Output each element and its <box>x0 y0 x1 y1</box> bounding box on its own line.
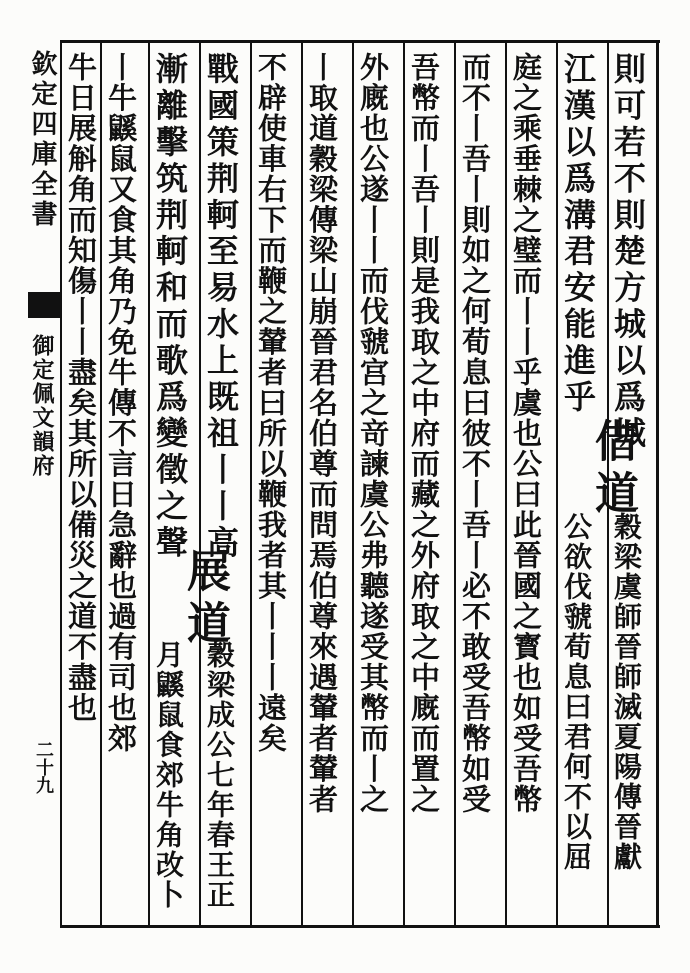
frame-bottom-rule <box>60 925 660 928</box>
text-column-10: 漸離擊筑荆軻和而歌爲變徵之聲 <box>151 52 189 562</box>
column-rule-9 <box>199 40 201 928</box>
text-column-5: 吾幣而丨吾丨則是我取之中府而藏之外府取之中廐而置之 <box>407 52 441 815</box>
text-column-3: 庭之乘垂棘之璧而丨丨乎虞也公曰此晉國之寳也如受吾幣 <box>509 52 543 815</box>
column-rule-4 <box>454 40 456 928</box>
column-rule-8 <box>250 40 252 928</box>
subentry-jie-dao-note: 穀梁虞師晉師滅夏陽傳晉獻 <box>610 512 643 872</box>
fish-tail-mark <box>28 292 60 318</box>
column-rule-2 <box>556 40 558 928</box>
text-column-7: 丨取道穀梁傳梁山崩晉君名伯尊而問焉伯尊來遇輦者輦者 <box>305 52 339 815</box>
text-column-9: 戰國策荆軻至易水上既祖丨丨高 <box>202 52 240 562</box>
text-column-4: 而不丨吾丨則如之何荀息曰彼不丨吾丨必不敢受吾幣如受 <box>458 52 492 815</box>
frame-right-rule <box>656 40 659 928</box>
column-rule-3 <box>505 40 507 928</box>
text-column-12: 牛日展斛角而知傷丨丨盡矣其所以備災之道不盡也 <box>64 52 98 723</box>
text-column-11: 丨牛鼷鼠又食其角乃免牛傳不言日急辭也過有司也郊 <box>104 52 138 754</box>
column-rule-5 <box>403 40 405 928</box>
column-rule-11 <box>100 40 102 928</box>
subentry-jie-dao-note2: 公欲伐虢荀息曰君何不以屈 <box>560 512 593 872</box>
text-column-6: 外廐也公遂丨丨而伐虢宫之竒諫虞公弗聽遂受其幣而丨之 <box>356 52 390 815</box>
section-title: 御定佩文韻府 <box>29 334 55 478</box>
text-column-2: 江漢以爲溝君安能進乎 <box>559 52 597 416</box>
headword-zhan-dao: 展道 <box>179 548 230 652</box>
column-rule-6 <box>352 40 354 928</box>
frame-left-rule <box>60 40 62 928</box>
subentry-zhan-dao-note: 穀梁成公七年春王正 <box>203 640 236 910</box>
column-rule-7 <box>301 40 303 928</box>
text-column-8: 不辟使車右下而鞭之輦者曰所以鞭我者其丨丨丨遠矣 <box>254 52 288 754</box>
frame-top-rule <box>60 40 660 43</box>
book-title: 欽定四庫全書 <box>27 50 57 230</box>
column-rule-10 <box>148 40 150 928</box>
text-column-1: 則可若不則楚方城以爲城 <box>609 52 647 453</box>
subentry-zhan-dao-note2: 月鼷鼠食郊牛角改卜 <box>152 640 185 910</box>
headword-jie-dao: 借道 <box>587 418 638 522</box>
page-number: 二十九 <box>33 740 54 794</box>
